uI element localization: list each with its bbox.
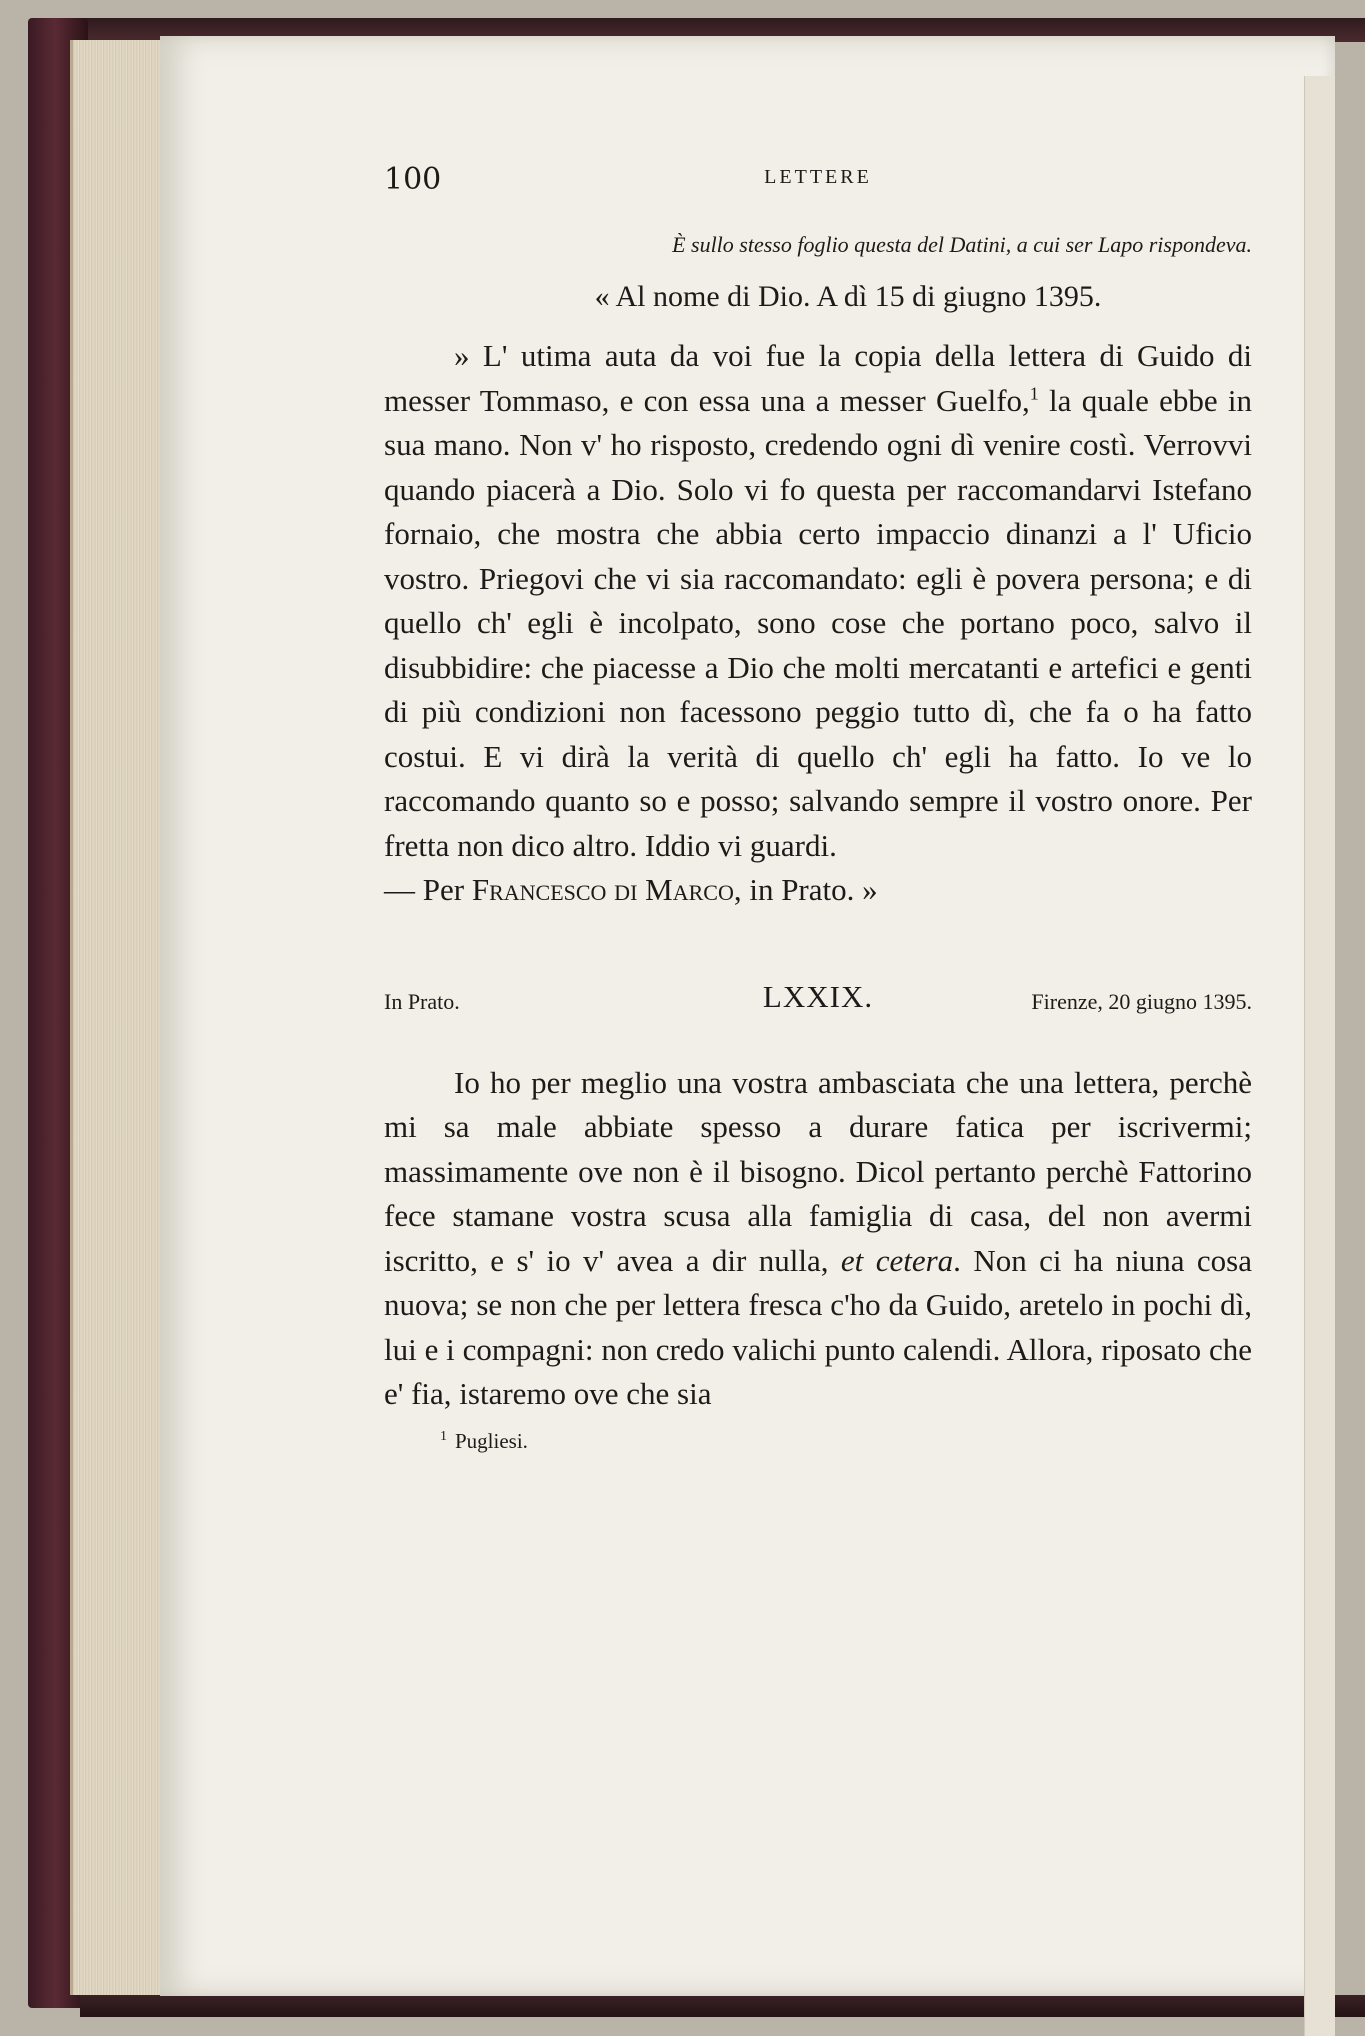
second-letter-body: [384, 1061, 1252, 1417]
signature-suffix: , in Prato. »: [733, 872, 878, 907]
footnote-reference: 1: [1029, 383, 1039, 404]
second-letter-paragraph: [384, 1061, 1252, 1417]
signature-prefix: — Per: [384, 872, 472, 907]
footnote-text: Pugliesi.: [455, 1428, 528, 1453]
first-letter-text-b: la quale ebbe in sua mano. Non v' ho risposto, credendo ogni dì venire costì. Verrovvi quando piacerà a Dio. Solo vi fo questa per raccomandarvi Istefano fornaio, che mostra che abbia certo impaccio dinanzi a l' Uficio vostro. Priegovi che vi sia raccomandato: egli è povera persona; e di quello ch' egli è incolpato, sono cose che portano poco, salvo il disubbidire: che piacesse a Dio che molti mercatanti e artefici e genti di più condizioni non facessono peggio tutto dì, che fa o ha fatto costui. E vi dirà la verità di quello ch' egli ha fatto. Io ve lo raccomando quanto so e posso; salvando sempre il vostro onore. Per fretta non dico altro. Iddio vi guardi.: [384, 382, 1252, 863]
letter-place-date: Firenze, 20 giugno 1395.: [1031, 988, 1252, 1014]
second-letter-text-a: Io ho per meglio una vostra ambasciata che una lettera, perchè mi sa male abbiate spesso a durare fatica per iscrivermi; massimamente ove non è il bisogno. Dicol pertanto perchè Fattorino fece stamane vostra scusa alla famiglia di casa, del non avermi iscritto, e s' io v' avea a dir nulla,: [384, 1064, 1252, 1278]
footnote-mark: 1: [440, 1428, 447, 1444]
first-letter-signature: [384, 868, 1252, 913]
letter-number: LXXIX.: [762, 978, 874, 1014]
page-number: 100: [384, 162, 442, 197]
letter-header: [384, 979, 1252, 1019]
second-letter-text-b: . Non ci ha niuna cosa nuova; se non che per lettera fresca c'ho da Guido, aretelo in pochi dì, lui e i compagni: non credo valichi punto calendi. Allora, riposato che e' fia, istaremo ove che sia: [384, 1242, 1252, 1411]
editor-note: È sullo stesso foglio questa del Datini, a cui ser Lapo rispondeva.: [672, 232, 1252, 257]
letter-heading: « Al nome di Dio. A dì 15 di giugno 1395.: [594, 280, 1102, 313]
first-letter-text-a: » L' utima auta da voi fue la copia della lettera di Guido di messer Tommaso, e con essa una a messer Guelfo,: [384, 338, 1252, 418]
first-letter-paragraph: [384, 334, 1252, 868]
running-title: LETTERE: [764, 166, 872, 188]
first-letter-body: [384, 334, 1252, 913]
running-head: [384, 150, 1252, 202]
second-letter-italic: et cetera: [840, 1242, 954, 1278]
letter-addressee: In Prato.: [384, 988, 460, 1014]
page-content: [384, 150, 1252, 1454]
signature-name: Francesco di Marco: [471, 872, 734, 907]
bottom-binding: [80, 1995, 1365, 2017]
facing-page-sliver: [1304, 76, 1335, 2036]
footnote: [440, 1429, 1252, 1454]
